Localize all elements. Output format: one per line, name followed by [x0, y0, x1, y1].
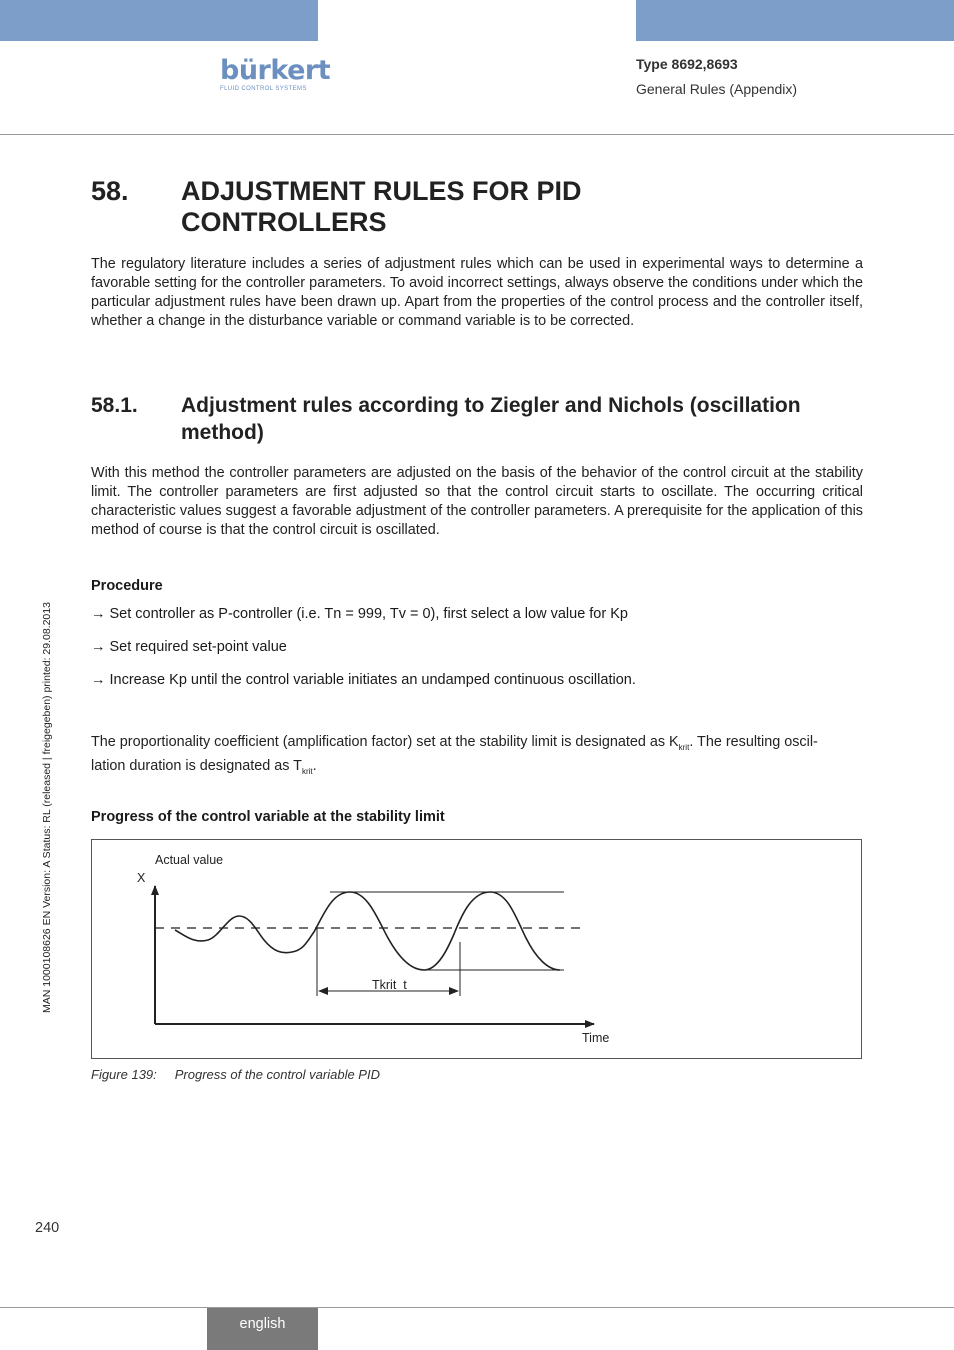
procedure-step-text: Set controller as P-controller (i.e. Tn = 999, Tv = 0), first select a low value for Kp: [109, 606, 628, 622]
section-title: Adjustment rules according to Ziegler and Nichols (oscillation method): [181, 394, 801, 444]
procedure-step: [91, 639, 287, 655]
document-metadata-vertical: MAN 1000108626 EN Version: A Status: RL (released | freigegeben) printed: 29.08.2013: [41, 602, 53, 1013]
label-x: X: [137, 871, 146, 885]
krit-subscript: krit: [678, 743, 690, 752]
krit-text: . The resulting oscil-: [689, 734, 818, 750]
procedure-step-text: Increase Kp until the control variable initiates an undamped continuous oscillation.: [109, 672, 636, 688]
header-section-label: General Rules (Appendix): [636, 81, 798, 97]
procedure-step-text: Set required set-point value: [109, 639, 287, 655]
procedure-step: [91, 606, 628, 622]
krit-subscript: krit: [301, 767, 313, 776]
method-paragraph: With this method the controller parameters are adjusted on the basis of the behavior of the control circuit at the stability limit. The controller parameters are first adjusted so that the control circuit starts to oscillate. The occurring critical characteristic values suggest a favorable adjustment of the controller parameters. A prerequisite for the application of this method of course is that the control circuit is oscillated.: [91, 465, 863, 538]
krit-text: .: [312, 758, 317, 774]
figure-frame: [91, 839, 862, 1059]
figure-caption: [91, 1067, 380, 1082]
footer-divider: [0, 1307, 954, 1308]
logo-tagline: FLUID CONTROL SYSTEMS: [220, 86, 307, 92]
arrow-right-icon: →: [91, 639, 106, 655]
language-tab: [207, 1308, 318, 1350]
procedure-heading: Procedure: [91, 578, 163, 594]
label-tkrit: Tkrit t: [372, 978, 407, 992]
krit-text: lation duration is designated as T: [91, 758, 302, 774]
header-accent-bar-right: [636, 0, 954, 41]
label-actual-value: Actual value: [155, 853, 224, 867]
arrow-right-icon: →: [91, 672, 106, 688]
control-variable-curve: [175, 892, 560, 970]
header-accent-bar-left: [0, 0, 318, 41]
logo-wordmark: bürkert: [220, 55, 331, 86]
krit-paragraph: [91, 733, 863, 781]
caption-text: Progress of the control variable PID: [174, 1067, 380, 1082]
header-type-label: Type 8692,8693: [636, 56, 738, 72]
label-time: Time: [582, 1031, 610, 1045]
page-number: 240: [35, 1220, 60, 1236]
krit-text: The proportionality coefficient (amplification factor) set at the stability limit is designated as K: [91, 734, 679, 750]
header-divider: [0, 134, 954, 135]
caption-number: Figure 139:: [91, 1067, 157, 1082]
figure-heading: Progress of the control variable at the stability limit: [91, 809, 445, 825]
language-tab-label: english: [239, 1316, 286, 1332]
burkert-logo: [220, 55, 331, 92]
procedure-step: [91, 672, 636, 688]
chapter-number: 58.: [91, 176, 129, 206]
intro-paragraph: The regulatory literature includes a series of adjustment rules which can be used in experimental ways to determine a favorable setting for the controller parameters. To avoid incorrect settings, always observe the conditions under which the particular adjustment rules have been drawn up. Apart from the properties of the control process and the controller itself, whether a change in the disturbance variable or command variable is to be corrected.: [91, 256, 863, 329]
section-number: 58.1.: [91, 394, 138, 417]
chapter-title: ADJUSTMENT RULES FOR PID CONTROLLERS: [181, 176, 582, 237]
oscillation-diagram: [92, 840, 863, 1060]
arrow-right-icon: →: [91, 606, 106, 622]
